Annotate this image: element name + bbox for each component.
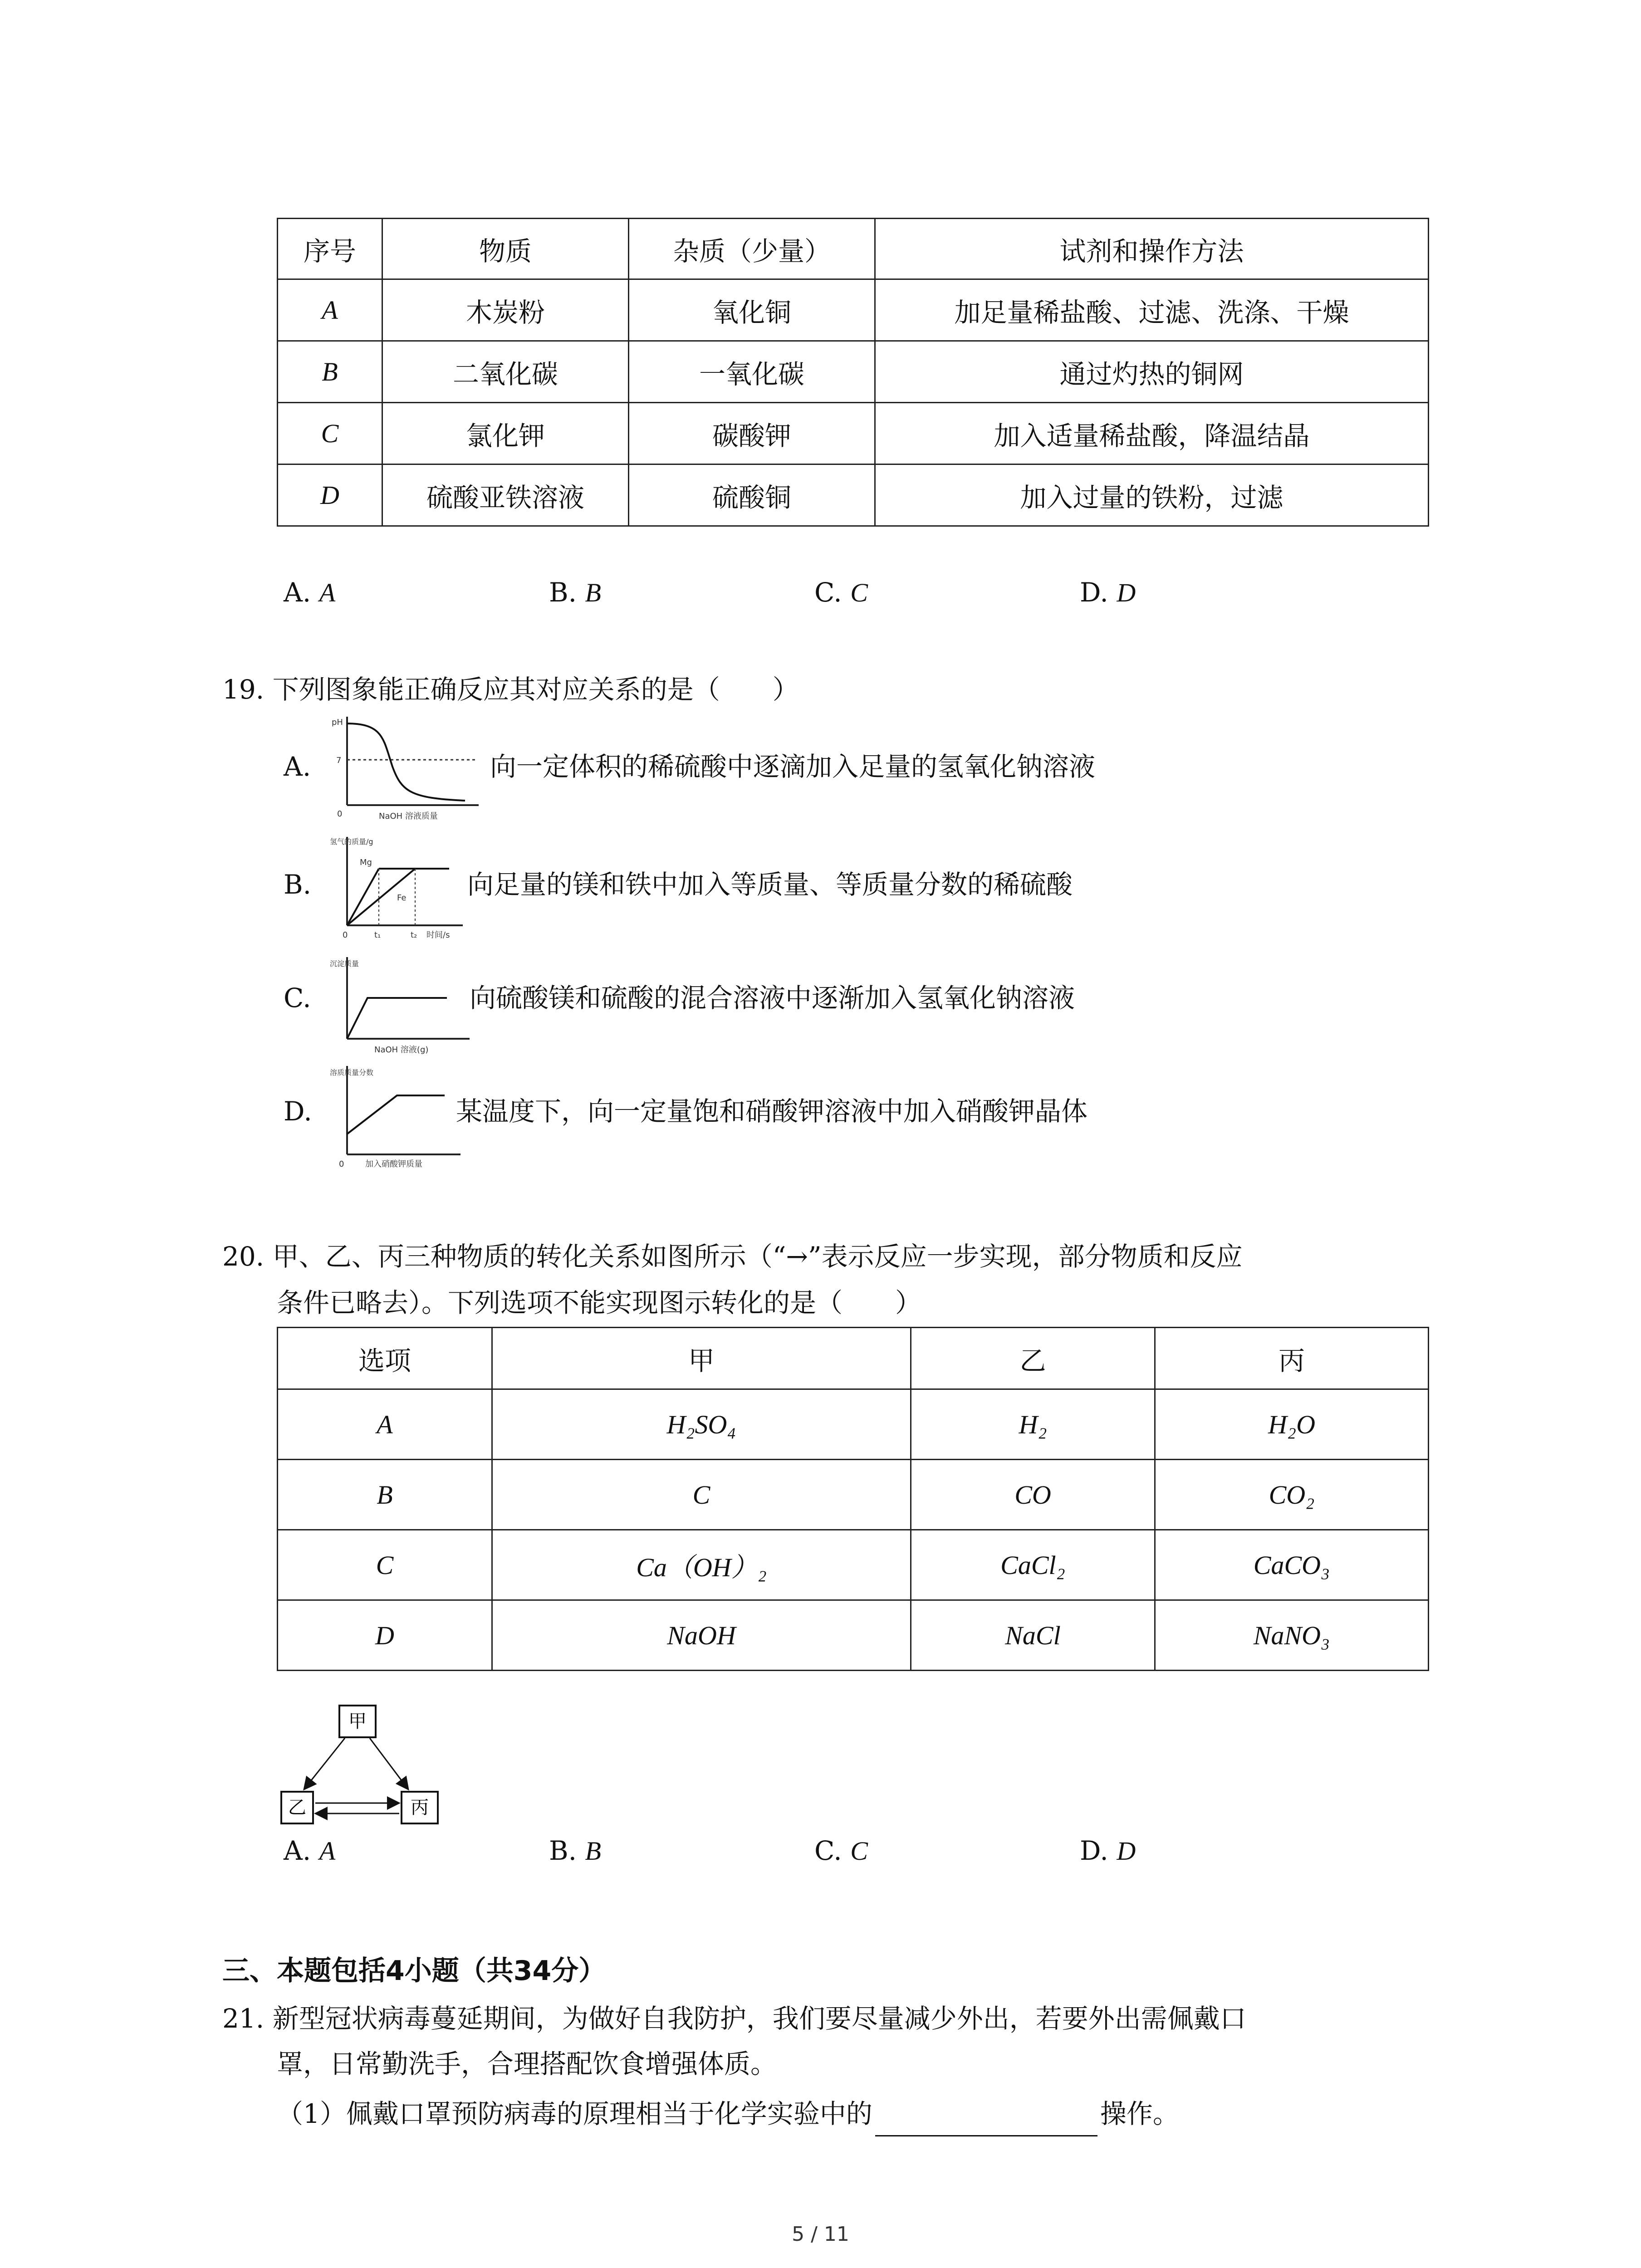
q19-chart-c [329,953,474,1057]
ph-curve [347,723,465,801]
table-row [278,1600,1429,1671]
q20-header-cell: 乙 [911,1328,1155,1389]
label-yi: 乙 [288,1797,306,1818]
q18-cell: C [278,403,382,464]
option-value: D [1117,578,1136,607]
q18-cell: B [278,341,382,403]
arrow-jia-to-yi [304,1738,345,1789]
q20-cell: B [278,1460,492,1530]
q18-cell: 硫酸铜 [629,464,875,526]
q18-option-d[interactable] [1080,570,1136,616]
q19-option-c-text: 向硫酸镁和硫酸的混合溶液中逐渐加入氢氧化钠溶液 [470,982,1075,1013]
label-bing: 丙 [411,1797,429,1818]
series-label-mg: Mg [360,858,372,867]
q20-header-cell: 丙 [1155,1328,1429,1389]
option-label: A. [284,1835,311,1866]
table-row [278,1460,1429,1530]
option-value: B [585,578,601,607]
arrow-jia-to-bing [370,1738,408,1789]
question-number: 19. [222,674,265,705]
q21-line1 [222,1996,1246,2041]
page-number: 5 / 11 [792,2223,849,2246]
chart-xlabel: 加入硝酸钾质量 [365,1159,422,1169]
option-value: C [850,1836,868,1866]
q18-option-b[interactable] [549,570,601,616]
q20-cell: H₂O [1155,1389,1429,1460]
q20-cell: CO [911,1460,1155,1530]
chart-ylabel: 溶质质量分数 [330,1068,374,1077]
q19-chart-b [329,832,465,943]
chart-t1: t₁ [374,930,381,940]
q20-header-cell: 选项 [278,1328,492,1389]
option-value: A [319,578,336,607]
q18-cell: D [278,464,382,526]
q18-table-header-row [278,219,1429,279]
mass-fraction-line [347,1095,445,1134]
q19-chart-d [329,1061,465,1173]
chart-origin: 0 [337,809,343,819]
q20-cell: NaOH [492,1600,911,1671]
chart-ylabel: 沉淀质量 [330,959,359,968]
table-row [278,341,1429,403]
q19-option-b-text: 向足量的镁和铁中加入等质量、等质量分数的稀硫酸 [467,869,1073,900]
answer-blank[interactable] [875,2103,1097,2136]
section-title: 三、本题包括4小题（共34分） [222,1955,606,1987]
q20-cell: CO₂ [1155,1460,1429,1530]
q20-cell: CaCl₂ [911,1530,1155,1600]
option-label: B. [549,1835,577,1866]
q20-cell: C [278,1530,492,1600]
option-value: A [319,1836,336,1866]
chart-origin: 0 [339,1159,344,1169]
q19-option-d-label[interactable]: D. [284,1096,312,1127]
q18-cell: 木炭粉 [382,279,629,341]
q19-option-a-label[interactable]: A. [284,751,311,782]
q20-transformation-diagram [272,1696,445,1833]
q21-sub1 [277,2091,1179,2136]
q18-header-cell: 杂质（少量） [629,219,875,279]
table-row [278,279,1429,341]
q20-stem-line1 [222,1234,1243,1279]
series-label-fe: Fe [397,893,407,903]
question-text: 下列图象能正确反应其对应关系的是（ ） [272,674,799,705]
q20-option-c[interactable] [814,1828,868,1874]
q18-header-cell: 序号 [278,219,382,279]
q20-table [277,1327,1429,1671]
q18-cell: 氯化钾 [382,403,629,464]
q20-option-b[interactable] [549,1828,601,1874]
table-row [278,464,1429,526]
q18-cell: 氧化铜 [629,279,875,341]
q18-header-cell: 物质 [382,219,629,279]
option-label: D. [1080,577,1108,608]
mg-line [347,869,379,925]
question-number: 20. [222,1241,265,1272]
option-label: B. [549,577,577,608]
q20-cell: C [492,1460,911,1530]
q18-cell: 硫酸亚铁溶液 [382,464,629,526]
q19-option-d-text: 某温度下，向一定量饱和硝酸钾溶液中加入硝酸钾晶体 [456,1096,1088,1127]
q20-cell: H₂SO₄ [492,1389,911,1460]
option-label: C. [814,1835,842,1866]
option-value: C [850,578,868,607]
q20-cell: Ca（OH）₂ [492,1530,911,1600]
option-label: A. [284,577,311,608]
q20-cell: D [278,1600,492,1671]
q19-option-a-text: 向一定体积的稀硫酸中逐滴加入足量的氢氧化钠溶液 [490,751,1096,782]
q20-cell: H₂ [911,1389,1155,1460]
question-number: 21. [222,2003,265,2034]
chart-ylabel: pH [332,718,343,727]
q18-header-cell: 试剂和操作方法 [875,219,1429,279]
sub-question-text: （1）佩戴口罩预防病毒的原理相当于化学实验中的 [277,2098,872,2129]
sub-question-text-after: 操作。 [1100,2098,1179,2129]
q20-cell: CaCO₃ [1155,1530,1429,1600]
label-jia: 甲 [348,1711,367,1732]
q18-option-a[interactable] [284,570,335,616]
q20-table-header-row [278,1328,1429,1389]
q18-cell: 二氧化碳 [382,341,629,403]
option-label: C. [814,577,842,608]
q18-cell: A [278,279,382,341]
q20-option-a[interactable] [284,1828,335,1874]
q19-chart-a [329,712,483,821]
q20-cell: NaCl [911,1600,1155,1671]
option-value: D [1117,1836,1136,1866]
chart-xlabel: NaOH 溶液质量 [379,811,438,821]
chart-xlabel: NaOH 溶液(g) [374,1045,429,1055]
q20-stem-line2: 条件已略去）。下列选项不能实现图示转化的是（ ） [277,1287,922,1318]
q18-cell: 加入适量稀盐酸，降温结晶 [875,403,1429,464]
q19-stem [222,667,799,712]
q20-cell: A [278,1389,492,1460]
q19-option-b-label[interactable]: B. [284,869,312,900]
q18-cell: 碳酸钾 [629,403,875,464]
q21-line2: 罩，日常勤洗手，合理搭配饮食增强体质。 [277,2048,777,2079]
q20-cell: NaNO₃ [1155,1600,1429,1671]
chart-ref-label: 7 [336,756,342,765]
chart-xlabel: 时间/s [426,930,450,940]
q18-option-c[interactable] [814,570,868,616]
question-text: 新型冠状病毒蔓延期间，为做好自我防护，我们要尽量减少外出，若要外出需佩戴口 [272,2003,1246,2034]
precipitate-line [347,998,447,1039]
question-text: 甲、乙、丙三种物质的转化关系如图所示（“→”表示反应一步实现，部分物质和反应 [272,1241,1243,1272]
q18-cell: 加入过量的铁粉，过滤 [875,464,1429,526]
q20-header-cell: 甲 [492,1328,911,1389]
table-row [278,1389,1429,1460]
table-row [278,403,1429,464]
q20-option-d[interactable] [1080,1828,1136,1874]
option-label: D. [1080,1835,1108,1866]
chart-origin: 0 [343,930,348,940]
q18-cell: 加足量稀盐酸、过滤、洗涤、干燥 [875,279,1429,341]
q18-cell: 通过灼热的铜网 [875,341,1429,403]
chart-ylabel: 氢气的质量/g [330,837,373,846]
q19-option-c-label[interactable]: C. [284,982,311,1013]
chart-t2: t₂ [411,930,417,940]
q18-table [277,218,1429,527]
table-row [278,1530,1429,1600]
q18-cell: 一氧化碳 [629,341,875,403]
option-value: B [585,1836,601,1866]
